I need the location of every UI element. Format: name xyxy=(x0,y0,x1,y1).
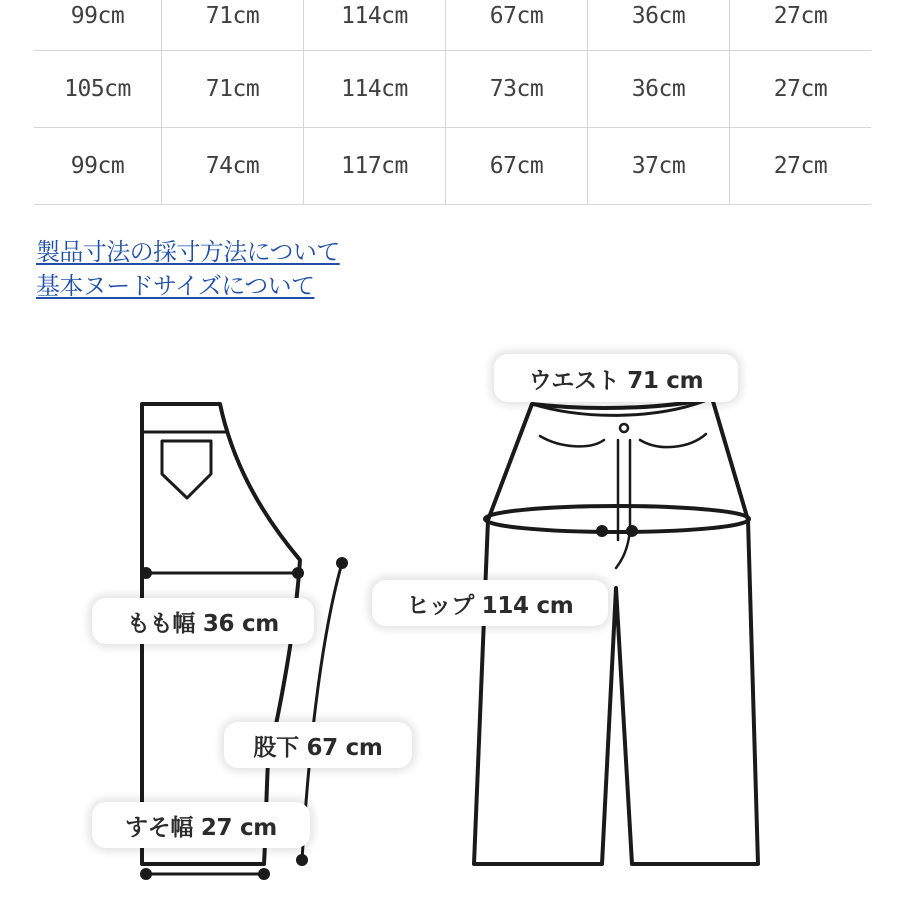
table-cell: 67cm xyxy=(446,0,588,51)
table-cell: 36cm xyxy=(588,0,730,51)
table-cell: 117cm xyxy=(304,128,446,205)
table-cell: 99cm xyxy=(34,128,162,205)
table-cell: 73cm xyxy=(446,51,588,128)
table-cell: 114cm xyxy=(304,51,446,128)
inseam-label: 股下 67 cm xyxy=(224,722,412,768)
table-cell: 114cm xyxy=(304,0,446,51)
hem-label: すそ幅 27 cm xyxy=(92,802,310,848)
table-cell: 71cm xyxy=(162,0,304,51)
table-cell: 105cm xyxy=(34,51,162,128)
table-cell: 37cm xyxy=(588,128,730,205)
table-cell: 74cm xyxy=(162,128,304,205)
hip-label: ヒップ 114 cm xyxy=(372,580,608,626)
hem-measure-line xyxy=(140,868,270,880)
table-cell: 27cm xyxy=(730,51,872,128)
pants-front-view xyxy=(474,398,758,864)
table-cell: 27cm xyxy=(730,128,872,205)
measurement-method-link[interactable]: 製品寸法の採寸方法について xyxy=(36,238,340,266)
table-cell: 27cm xyxy=(730,0,872,51)
table-cell: 99cm xyxy=(34,0,162,51)
thigh-label: もも幅 36 cm xyxy=(92,598,314,644)
table-cell: 71cm xyxy=(162,51,304,128)
table-cell: 36cm xyxy=(588,51,730,128)
waist-label: ウエスト 71 cm xyxy=(494,354,738,402)
table-cell: 67cm xyxy=(446,128,588,205)
basic-nude-size-link[interactable]: 基本ヌードサイズについて xyxy=(36,272,315,300)
